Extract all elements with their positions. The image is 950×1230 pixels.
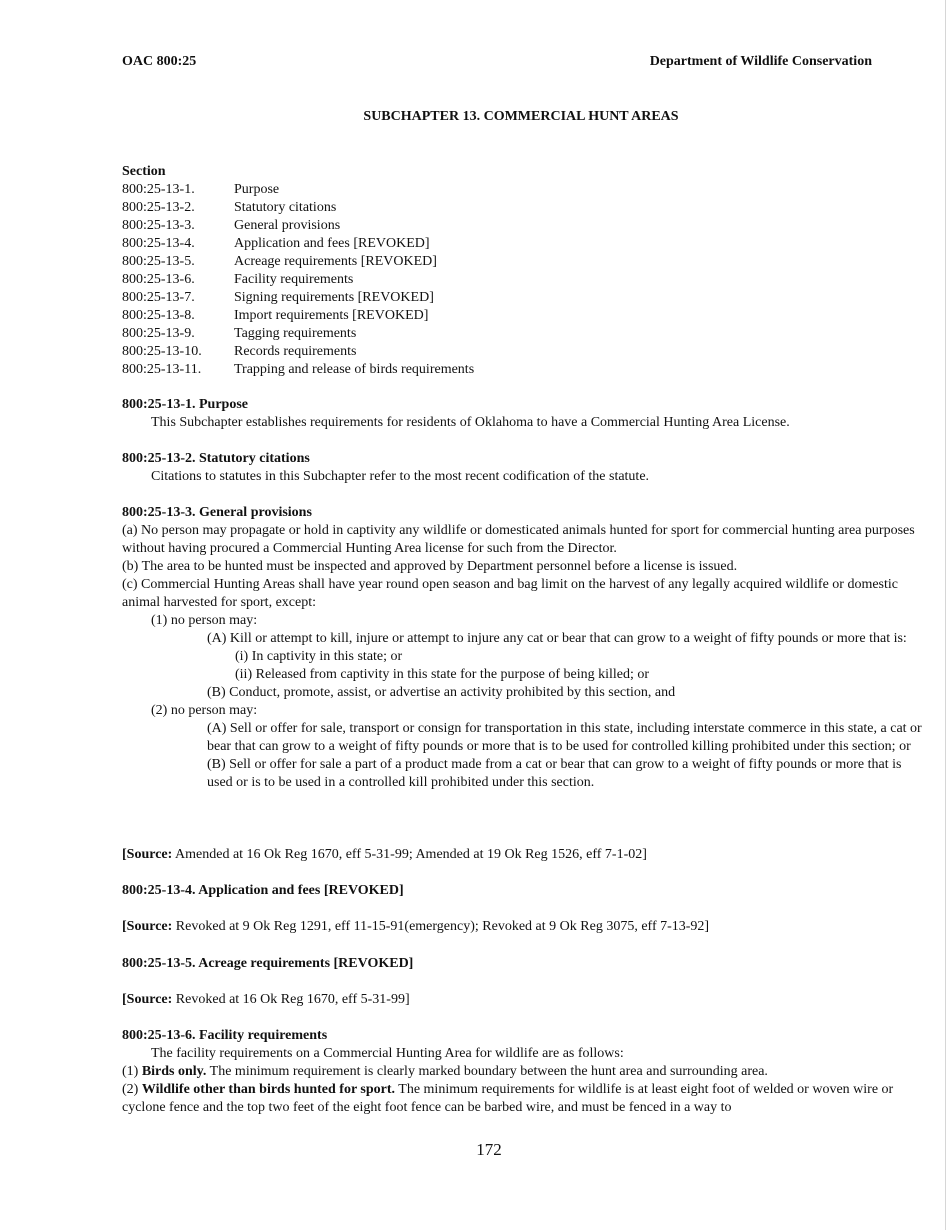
item-lead: Wildlife other than birds hunted for sport.	[141, 1082, 396, 1097]
toc-row	[122, 235, 474, 253]
page-number: 172	[476, 1140, 502, 1159]
provision-b: (b) The area to be hunted must be inspected and approved by Department personnel before a license is issued.	[122, 559, 738, 574]
provision-a: (a) No person may propagate or hold in captivity any wildlife or domesticated animals hunted for sport for commercial hunting area purposes without having procured a Commercial Hunting Area license for such from the Director.	[122, 523, 915, 556]
toc-title: Trapping and release of birds requirements	[234, 362, 475, 377]
section-heading: 800:25-13-1. Purpose	[122, 397, 248, 412]
toc-number: 800:25-13-6.	[122, 272, 195, 287]
source-note-section-5	[122, 991, 922, 1009]
toc-number: 800:25-13-5.	[122, 254, 195, 269]
source-label: [Source:	[122, 919, 173, 934]
subchapter-title: SUBCHAPTER 13. COMMERCIAL HUNT AREAS	[363, 109, 679, 124]
item-text: The minimum requirements for wildlife is at least eight foot of welded or woven wire or cyclone fence and the top two feet of the eight foot fence can be barbed wire, and must be fenced in a way to	[122, 1082, 894, 1115]
provision-c-1-B: (B) Conduct, promote, assist, or advertise an activity prohibited by this section, and	[207, 685, 676, 700]
toc-title: Records requirements	[234, 344, 357, 359]
toc-row	[122, 361, 474, 379]
item-lead: Birds only.	[141, 1064, 207, 1079]
toc-row	[122, 217, 474, 235]
provision-c-2-A: (A) Sell or offer for sale, transport or consign for transportation in this state, including interstate commerce in this state, a cat or bear that can grow to a weight of fifty pounds or more that is to be used for controlled killing prohibited under this section; or	[207, 721, 922, 754]
toc-title: Statutory citations	[234, 200, 337, 215]
source-label: [Source:	[122, 847, 173, 862]
toc-title: Purpose	[234, 182, 280, 197]
section-heading: 800:25-13-4. Application and fees [REVOKED]	[122, 883, 404, 898]
section-text: Citations to statutes in this Subchapter refer to the most recent codification of the statute.	[151, 469, 650, 484]
item-number: (2)	[122, 1082, 142, 1097]
section-heading: 800:25-13-2. Statutory citations	[122, 451, 310, 466]
toc-title: Import requirements [REVOKED]	[234, 308, 429, 323]
toc-row	[122, 289, 474, 307]
source-text: Amended at 16 Ok Reg 1670, eff 5-31-99; Amended at 19 Ok Reg 1526, eff 7-1-02]	[172, 847, 647, 862]
toc-row	[122, 307, 474, 325]
source-label: [Source:	[122, 992, 173, 1007]
provision-c-1-A: (A) Kill or attempt to kill, injure or attempt to injure any cat or bear that can grow to a weight of fifty pounds or more that is:	[207, 631, 907, 646]
toc-number: 800:25-13-10.	[122, 344, 202, 359]
provision-c: (c) Commercial Hunting Areas shall have year round open season and bag limit on the harvest of any legally acquired wildlife or domestic animal harvested for sport, except:	[122, 577, 898, 610]
toc-row	[122, 343, 474, 361]
section-heading: 800:25-13-5. Acreage requirements [REVOKED]	[122, 956, 414, 971]
toc-number: 800:25-13-8.	[122, 308, 195, 323]
section-text: This Subchapter establishes requirements for residents of Oklahoma to have a Commercial Hunting Area License.	[151, 415, 790, 430]
toc-number: 800:25-13-2.	[122, 200, 195, 215]
toc-row	[122, 199, 474, 217]
section-intro: The facility requirements on a Commercial Hunting Area for wildlife are as follows:	[151, 1046, 624, 1061]
section-application-fees	[122, 882, 922, 900]
toc-title: Facility requirements	[234, 272, 354, 287]
toc-title: Signing requirements [REVOKED]	[234, 290, 434, 305]
section-acreage	[122, 955, 922, 973]
toc-row	[122, 253, 474, 271]
item-number: (1)	[122, 1064, 142, 1079]
section-heading: 800:25-13-3. General provisions	[122, 505, 312, 520]
section-general-provisions	[122, 504, 922, 792]
item-text: The minimum requirement is clearly marked boundary between the hunt area and surrounding area.	[206, 1064, 768, 1079]
source-note-section-3	[122, 846, 922, 864]
source-text: Revoked at 9 Ok Reg 1291, eff 11-15-91(emergency); Revoked at 9 Ok Reg 3075, eff 7-13-92]	[172, 919, 710, 934]
toc-title: Acreage requirements [REVOKED]	[234, 254, 437, 269]
toc-title: General provisions	[234, 218, 341, 233]
header-department: Department of Wildlife Conservation	[649, 54, 872, 69]
toc-row	[122, 271, 474, 289]
header-code: OAC 800:25	[122, 54, 197, 69]
provision-c-1-A-ii: (ii) Released from captivity in this state for the purpose of being killed; or	[235, 667, 650, 682]
toc-title: Tagging requirements	[234, 326, 357, 341]
section-statutory-citations	[122, 450, 922, 486]
provision-c-1: (1) no person may:	[151, 613, 258, 628]
toc-number: 800:25-13-1.	[122, 182, 195, 197]
toc-number: 800:25-13-4.	[122, 236, 195, 251]
section-heading: 800:25-13-6. Facility requirements	[122, 1028, 328, 1043]
provision-c-2: (2) no person may:	[151, 703, 258, 718]
toc-row	[122, 325, 474, 343]
section-purpose	[122, 396, 922, 432]
toc-title: Application and fees [REVOKED]	[234, 236, 430, 251]
section-facility-requirements	[122, 1027, 922, 1117]
source-note-section-4	[122, 918, 922, 936]
toc-number: 800:25-13-11.	[122, 362, 202, 377]
facility-item-1	[122, 1063, 922, 1081]
provision-c-1-A-i: (i) In captivity in this state; or	[235, 649, 403, 664]
toc-number: 800:25-13-9.	[122, 326, 195, 341]
toc-number: 800:25-13-3.	[122, 218, 195, 233]
provision-c-2-B: (B) Sell or offer for sale a part of a product made from a cat or bear that can grow to a weight of fifty pounds or more that is used or is to be used in a controlled kill prohibited under this section.	[207, 757, 902, 790]
section-index	[122, 163, 474, 379]
toc-row	[122, 181, 474, 199]
facility-item-2	[122, 1081, 922, 1117]
scan-edge-line	[945, 0, 946, 1230]
toc-number: 800:25-13-7.	[122, 290, 195, 305]
source-text: Revoked at 16 Ok Reg 1670, eff 5-31-99]	[172, 992, 410, 1007]
section-index-heading: Section	[122, 164, 166, 179]
